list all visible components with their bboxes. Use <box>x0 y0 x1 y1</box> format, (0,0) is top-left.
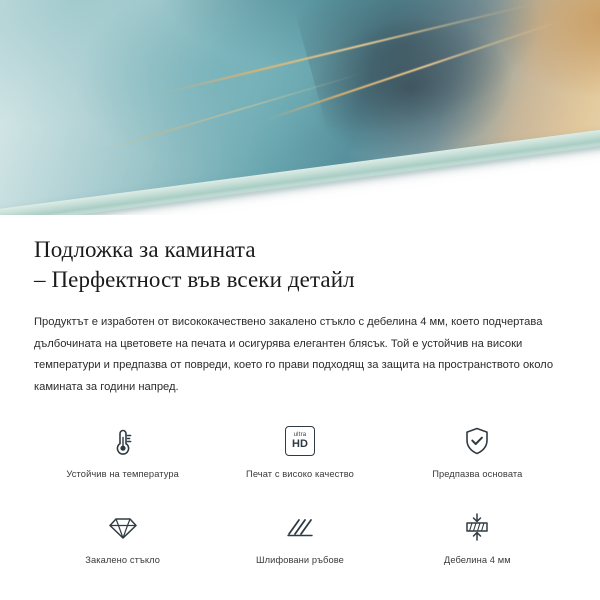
page-title-line-2: – Перфектност във всеки детайл <box>34 267 355 293</box>
feature-label: Устойчив на температура <box>66 469 179 480</box>
diamond-icon <box>106 507 140 547</box>
page-title-line-1: Подложка за камината <box>34 237 256 262</box>
feature-label: Шлифовани ръбове <box>256 555 344 566</box>
hero-image-inner <box>0 0 600 215</box>
sparkle-icon <box>516 162 550 196</box>
hero-image <box>0 0 600 215</box>
feature-item-temperature <box>34 421 211 499</box>
feature-item-protects-surface <box>389 421 566 499</box>
sparkle-icon <box>540 184 562 206</box>
thickness-arrows-icon <box>460 507 494 547</box>
thermometer-icon <box>106 421 140 461</box>
feature-item-print-quality <box>211 421 388 499</box>
page-title <box>34 235 566 296</box>
feature-item-thickness <box>389 507 566 585</box>
shield-check-icon <box>460 421 494 461</box>
feature-label: Дебелина 4 мм <box>443 555 511 566</box>
description-paragraph: Продуктът е изработен от висококачествено закалено стъкло с дебелина 4 мм, което подчертава дълбочината на цветовете на печата и осигурява елегантен блясък. Той е устойчив на високи температури и предпазва от повреди, което го прави подходящ за защита на пространството около камината за години напред. <box>34 315 554 394</box>
content-area <box>0 235 600 585</box>
feature-grid <box>34 421 566 585</box>
ultra-hd-print-icon <box>285 421 315 461</box>
badge-top-text: ultra <box>293 432 307 439</box>
feature-label: Печат с високо качество <box>246 469 354 480</box>
badge-bottom-text: HD <box>292 438 308 451</box>
feature-label: Предпазва основата <box>432 469 523 480</box>
feature-label: Закалено стъкло <box>85 555 161 566</box>
polished-edges-icon <box>283 507 317 547</box>
feature-item-tempered-glass <box>34 507 211 585</box>
feature-item-polished-edges <box>211 507 388 585</box>
